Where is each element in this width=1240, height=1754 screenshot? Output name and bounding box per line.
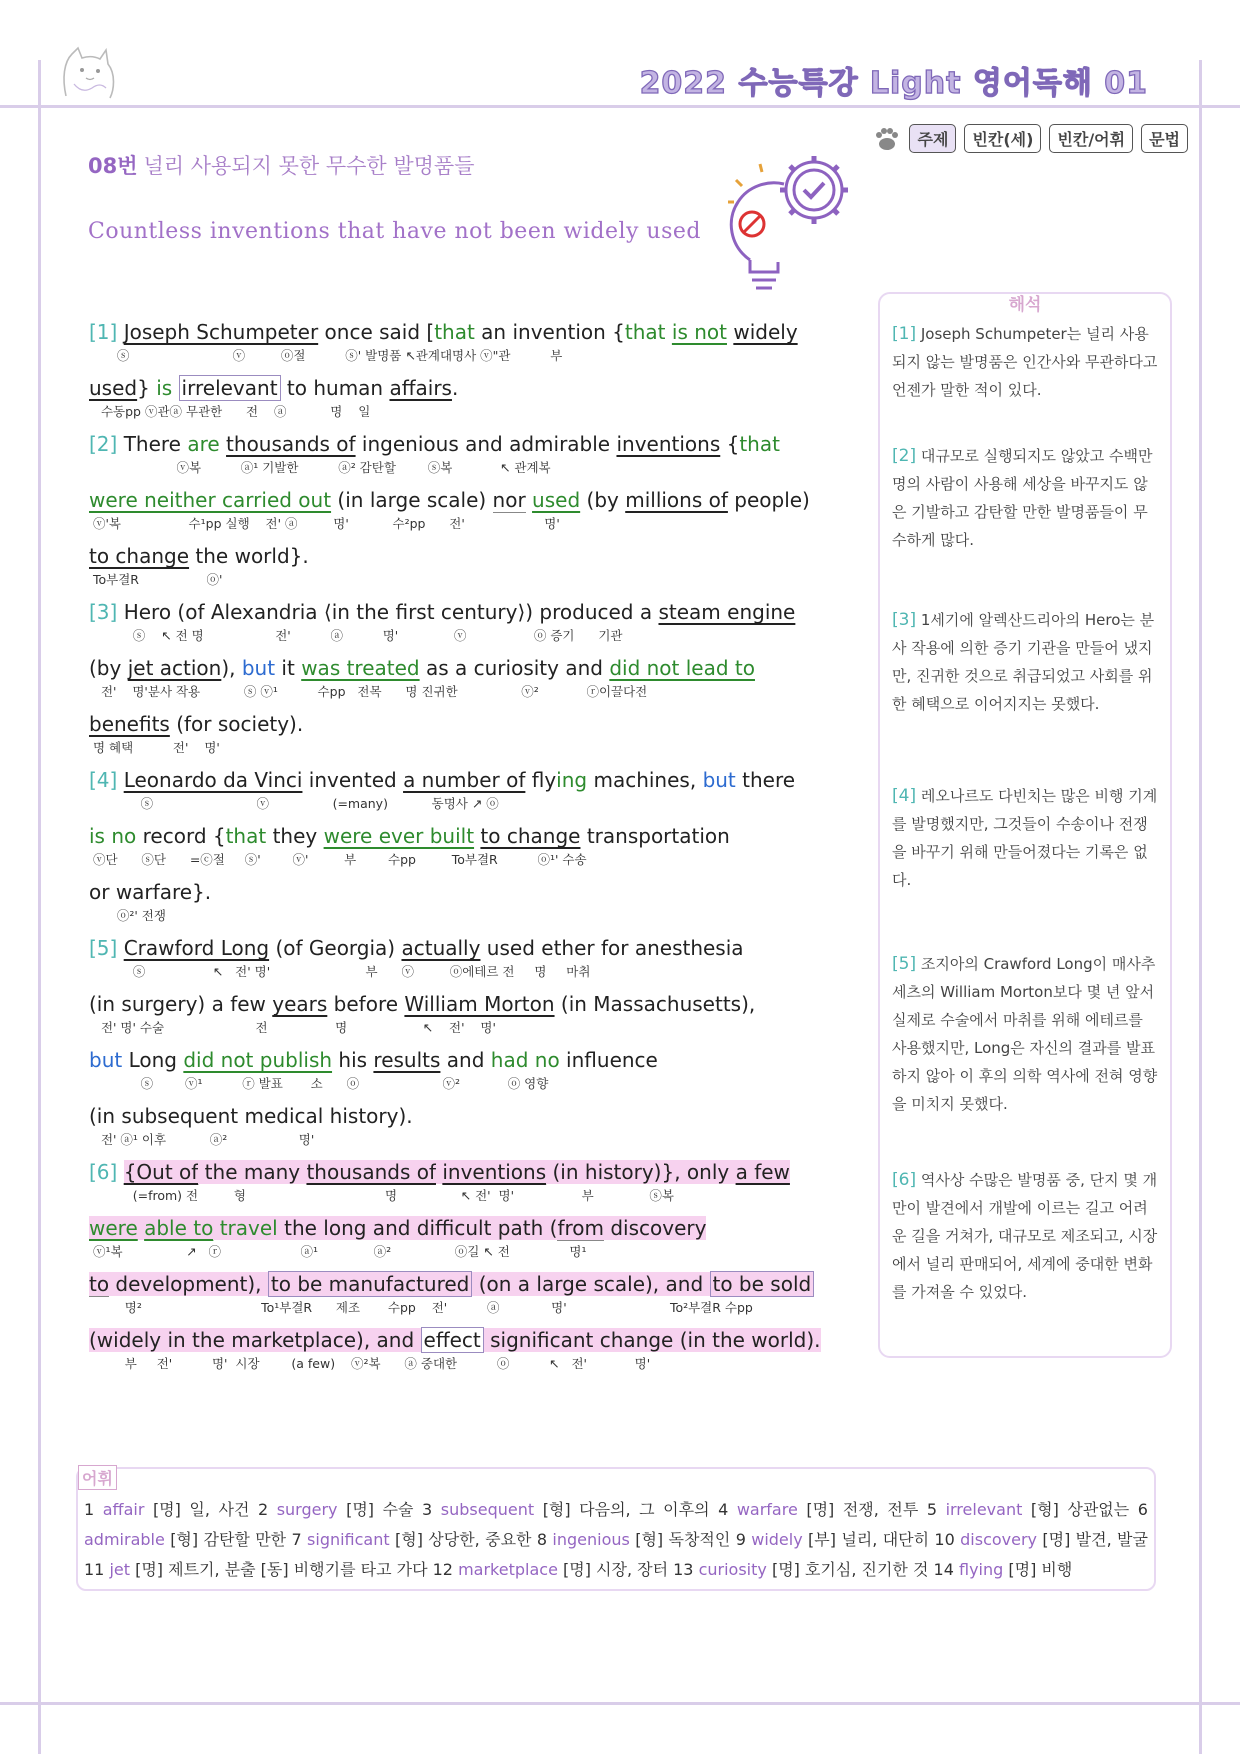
vocab-meaning: [명] 비행 <box>1008 1560 1073 1579</box>
vocab-word: warfare <box>736 1500 798 1519</box>
vocab-number: 1 <box>84 1500 95 1519</box>
page-header-title: 2022 수능특강 Light 영어독해 01 <box>639 66 1148 101</box>
passage-segment: is not <box>671 320 727 344</box>
vocab-word: surgery <box>276 1500 338 1519</box>
frame-top <box>0 105 1240 108</box>
sentence-number: [1] <box>89 320 124 344</box>
frame-left <box>38 60 41 1754</box>
vocab-word: curiosity <box>698 1560 767 1579</box>
passage-segment: to human <box>280 376 390 400</box>
passage-segment: an invention { <box>474 320 625 344</box>
passage-segment: steam engine <box>658 600 796 624</box>
passage-line <box>89 990 869 1018</box>
grammar-annotation-line: ⓞ²' 전쟁 <box>93 908 166 923</box>
passage-segment: or warfare}. <box>89 880 212 904</box>
vocab-number: 8 <box>536 1530 548 1549</box>
passage-segment: was treated <box>301 656 420 680</box>
passage-line <box>89 822 869 850</box>
passage-segment: that <box>434 320 475 344</box>
passage-segment: were ever built <box>323 824 475 848</box>
vocab-word: ingenious <box>552 1530 630 1549</box>
grammar-annotation-line: 전' 명' 수술 전 명 ↖ 전' 명' <box>93 1020 496 1035</box>
passage-segment: Crawford Long <box>123 936 270 960</box>
passage-segment: significant change (in the world). <box>483 1328 821 1352</box>
frame-right <box>1199 60 1202 1754</box>
passage-segment: influence <box>559 1048 658 1072</box>
paw-icon <box>873 126 901 152</box>
passage-segment: a few <box>735 1160 790 1184</box>
vocab-word: jet <box>109 1560 131 1579</box>
sentence-number: [3] <box>89 600 124 624</box>
korean-title-text: 널리 사용되지 못한 무수한 발명품들 <box>143 154 475 178</box>
passage-segment: no <box>111 824 137 848</box>
vocabulary-box <box>76 1467 1156 1591</box>
sentence-number: [4] <box>89 768 124 792</box>
translation-text: Joseph Schumpeter는 널리 사용되지 않는 발명품은 인간사와 무관하다고 언젠가 말한 적이 있다. <box>892 325 1158 399</box>
passage-segment: used ether for anesthesia <box>480 936 744 960</box>
translation-item <box>892 782 1158 894</box>
passage-segment: used <box>532 488 581 512</box>
passage-segment: nor <box>492 488 526 512</box>
passage-segment: there <box>735 768 796 792</box>
grammar-annotation-line: ⓢ ↖ 전 명 전' ⓐ 명' ⓥ ⓞ 증기 기관 <box>93 628 623 643</box>
passage-segment: and <box>440 1048 491 1072</box>
passage-segment: no <box>534 1048 560 1072</box>
grammar-annotation-line: 명² To¹부결R 제조 수pp 전' ⓐ 명' To²부결R 수pp <box>93 1300 753 1315</box>
grammar-annotation-line: ⓢ ↖ 전' 명' 부 ⓥ ⓞ에테르 전 명 마취 <box>93 964 591 979</box>
passage-segment: travel <box>219 1216 278 1240</box>
passage <box>89 318 869 1382</box>
vocab-meaning: [명] 발견, 발굴 <box>1042 1530 1148 1549</box>
translation-text: 대규모로 실행되지도 않았고 수백만 명의 사람이 사용해 세상을 바꾸지도 않은 기발하고 감탄할 만한 발명품들이 무수하게 많다. <box>892 447 1153 549</box>
passage-segment: affairs <box>389 376 452 400</box>
vocab-meaning: [형] 독창적인 <box>635 1530 731 1549</box>
vocab-meaning: [명] 시장, 장터 <box>563 1560 669 1579</box>
vocab-word: flying <box>958 1560 1004 1579</box>
passage-segment: thousands of <box>306 1160 436 1184</box>
passage-line <box>89 374 869 402</box>
passage-segment: from <box>557 1216 604 1240</box>
mascot-cat-icon <box>52 44 122 104</box>
translation-item <box>892 1166 1158 1306</box>
vocab-meaning: [명] 호기심, 진기한 것 <box>771 1560 929 1579</box>
vocab-number: 10 <box>934 1530 955 1549</box>
grammar-annotation-line: 전' ⓐ¹ 이후 ⓐ² 명' <box>93 1132 315 1147</box>
passage-segment: discovery <box>603 1216 707 1240</box>
passage-segment: inventions <box>616 432 721 456</box>
passage-line <box>89 1046 869 1074</box>
vocab-word: irrelevant <box>945 1500 1023 1519</box>
vocab-meaning: [명] 일, 사건 <box>152 1500 250 1519</box>
tab-topic[interactable]: 주제 <box>909 124 956 153</box>
lightbulb-gear-icon <box>720 150 870 298</box>
passage-segment: {Out of <box>123 1160 199 1184</box>
passage-segment: (in Massachusetts), <box>554 992 756 1016</box>
grammar-annotation-line: ⓢ ⓥ¹ ⓡ 발표 소 ⓞ ⓥ² ⓞ 영향 <box>93 1076 549 1091</box>
passage-segment: transportation <box>580 824 730 848</box>
translation-number: [5] <box>892 954 917 974</box>
passage-segment: before <box>327 992 405 1016</box>
passage-segment: } <box>137 376 157 400</box>
passage-segment: machines, <box>587 768 703 792</box>
passage-segment: benefits <box>89 712 170 736</box>
passage-segment: had <box>490 1048 529 1072</box>
vocab-word: marketplace <box>458 1560 558 1579</box>
frame-bottom <box>0 1702 1240 1705</box>
passage-segment: but <box>89 1048 123 1072</box>
section-tabs <box>873 124 1188 153</box>
passage-segment: inventions <box>442 1160 547 1184</box>
passage-segment: (by <box>89 656 128 680</box>
vocab-word: affair <box>102 1500 145 1519</box>
translation-item <box>892 950 1158 1118</box>
vocab-number: 4 <box>718 1500 729 1519</box>
vocab-word: widely <box>751 1530 803 1549</box>
passage-segment: did not lead to <box>609 656 755 680</box>
passage-line <box>89 1158 869 1186</box>
passage-segment: that <box>225 824 267 848</box>
question-number: 08번 <box>88 154 138 178</box>
vocab-meaning: [형] 감탄할 만한 <box>170 1530 287 1549</box>
passage-segment: able to <box>144 1216 214 1240</box>
vocab-number: 6 <box>1137 1500 1148 1519</box>
translation-number: [3] <box>892 610 917 630</box>
vocabulary-list <box>84 1495 1148 1585</box>
passage-segment: irrelevant <box>179 375 281 401</box>
english-title: Countless inventions that have not been widely used <box>88 219 701 244</box>
passage-segment: (in history)}, only <box>546 1160 736 1184</box>
passage-segment: . <box>451 376 459 400</box>
passage-segment: (in subsequent medical history). <box>89 1104 413 1128</box>
passage-segment: is <box>156 376 173 400</box>
passage-segment: (on a large scale), and <box>472 1272 710 1296</box>
passage-segment: jet action <box>127 656 222 680</box>
passage-segment: the world}. <box>189 544 309 568</box>
passage-line <box>89 542 869 570</box>
vocab-meaning: [부] 널리, 대단히 <box>808 1530 930 1549</box>
passage-segment: were neither carried out <box>89 488 332 512</box>
grammar-annotation-line: (=from) 전 형 명 ↖ 전' 명' 부 ⓢ복 <box>93 1188 674 1203</box>
passage-segment: the long and difficult path ( <box>277 1216 558 1240</box>
grammar-annotation-line: ⓢ ⓥ ⓞ절 ⓢ' 발명품 ↖관계대명사 ⓥ"관 부 <box>93 348 563 363</box>
passage-line <box>89 934 869 962</box>
vocab-number: 3 <box>422 1500 433 1519</box>
grammar-annotation-line: ⓢ ⓥ (=many) 동명사 ↗ ⓞ <box>93 796 499 811</box>
passage-segment <box>213 1216 219 1240</box>
passage-segment: (for society). <box>169 712 304 736</box>
vocab-meaning: [명] 전쟁, 전투 <box>806 1500 919 1519</box>
passage-line <box>89 766 869 794</box>
sentence-number: [2] <box>89 432 124 456</box>
passage-segment: (widely in the marketplace), and <box>89 1328 421 1352</box>
translation-item <box>892 606 1158 718</box>
passage-segment: Hero (of Alexandria ⟨in the first century⟩) produced a <box>123 600 659 624</box>
passage-line <box>89 710 869 738</box>
vocab-number: 13 <box>673 1560 694 1579</box>
passage-line <box>89 430 869 458</box>
passage-segment: that <box>624 320 666 344</box>
passage-segment: effect <box>421 1327 484 1353</box>
translation-item <box>892 442 1158 554</box>
vocab-word: admirable <box>84 1530 165 1549</box>
vocab-word: subsequent <box>440 1500 535 1519</box>
translation-text: 레오나르도 다빈치는 많은 비행 기계를 발명했지만, 그것들이 수송이나 전쟁을 바꾸기 위해 만들어졌다는 기록은 없다. <box>892 787 1158 889</box>
passage-line <box>89 1270 869 1298</box>
passage-segment <box>172 376 178 400</box>
tab-blank-vocab[interactable]: 빈칸/어휘 <box>1049 124 1133 153</box>
passage-segment: ingenious and admirable <box>355 432 617 456</box>
passage-line <box>89 878 869 906</box>
passage-segment: a number of <box>403 768 526 792</box>
tab-grammar[interactable]: 문법 <box>1141 124 1188 153</box>
vocab-meaning: [명] 수술 <box>346 1500 414 1519</box>
grammar-annotation-line: 전' 명'분사 작용 ⓢ ⓥ¹ 수pp 전목 명 진귀한 ⓥ² ⓡ이끌다전 <box>93 684 648 699</box>
translation-item <box>892 320 1158 404</box>
passage-segment: to change <box>89 544 190 568</box>
passage-segment: ing <box>556 768 588 792</box>
passage-segment: Leonardo da Vinci <box>123 768 303 792</box>
translation-text: 역사상 수많은 발명품 중, 단지 몇 개만이 발견에서 개발에 이르는 길고 어려운 길을 거쳐가, 대규모로 제조되고, 시장에서 널리 판매되어, 세계에 중대한 변화를 가져올 수 있었다. <box>892 1171 1158 1301</box>
passage-segment: that <box>739 432 780 456</box>
passage-segment: used <box>89 376 138 400</box>
passage-segment: to <box>89 1272 110 1296</box>
passage-line <box>89 318 869 346</box>
vocab-word: discovery <box>960 1530 1038 1549</box>
passage-segment: { <box>720 432 740 456</box>
grammar-annotation-line: 수동pp ⓥ관ⓐ 무관한 전 ⓐ 명 일 <box>93 404 371 419</box>
passage-segment: thousands of <box>226 432 356 456</box>
passage-segment: did not publish <box>183 1048 333 1072</box>
passage-segment: the many <box>198 1160 307 1184</box>
vocab-meaning: [형] 상당한, 중요한 <box>395 1530 532 1549</box>
vocab-number: 12 <box>432 1560 453 1579</box>
sentence-number: [6] <box>89 1160 124 1184</box>
vocabulary-label: 어휘 <box>78 1465 117 1490</box>
passage-line <box>89 1102 869 1130</box>
passage-segment: are <box>187 432 220 456</box>
vocab-number: 14 <box>933 1560 954 1579</box>
passage-line <box>89 1214 869 1242</box>
passage-segment: development), <box>109 1272 268 1296</box>
passage-segment: fly <box>525 768 557 792</box>
passage-segment: widely <box>733 320 798 344</box>
sentence-number: [5] <box>89 936 124 960</box>
translation-number: [1] <box>892 324 917 344</box>
passage-segment: they <box>266 824 324 848</box>
passage-segment: invented <box>302 768 404 792</box>
passage-segment: but <box>702 768 736 792</box>
passage-segment: to change <box>480 824 581 848</box>
passage-segment: were <box>89 1216 138 1240</box>
vocab-number: 2 <box>257 1500 269 1519</box>
korean-title <box>88 150 475 180</box>
passage-segment: millions of <box>625 488 728 512</box>
translation-number: [4] <box>892 786 917 806</box>
passage-segment: (by <box>580 488 626 512</box>
grammar-annotation-line: 명 혜택 전' 명' <box>93 740 220 755</box>
passage-segment: it <box>275 656 302 680</box>
passage-segment: to be manufactured <box>268 1271 472 1297</box>
grammar-annotation-line: ⓥ복 ⓐ¹ 기발한 ⓐ² 감탄할 ⓢ복 ↖ 관계복 <box>93 460 551 475</box>
vocab-meaning: [형] 상관없는 <box>1030 1500 1130 1519</box>
passage-line <box>89 598 869 626</box>
vocab-meaning: [형] 다음의, 그 이후의 <box>542 1500 710 1519</box>
tab-blank-3[interactable]: 빈칸(세) <box>964 124 1041 153</box>
translation-number: [6] <box>892 1170 917 1190</box>
passage-segment: William Morton <box>404 992 555 1016</box>
passage-segment: to be sold <box>710 1271 815 1297</box>
passage-segment: but <box>241 656 276 680</box>
passage-line <box>89 486 869 514</box>
passage-segment: record { <box>136 824 226 848</box>
vocab-number: 7 <box>291 1530 302 1549</box>
passage-line <box>89 1326 869 1354</box>
passage-segment: as a curiosity and <box>419 656 610 680</box>
vocab-number: 9 <box>735 1530 746 1549</box>
passage-segment: ), <box>221 656 242 680</box>
passage-segment: people) <box>727 488 810 512</box>
passage-segment: (of Georgia) <box>269 936 402 960</box>
grammar-annotation-line: To부결R ⓞ' <box>93 572 223 587</box>
grammar-annotation-line: ⓥ단 ⓢ단 =ⓒ절 ⓢ' ⓥ' 부 수pp To부결R ⓞ¹' 수송 <box>93 852 587 867</box>
translation-title: 해석 <box>1008 295 1042 315</box>
passage-segment: once said [ <box>318 320 435 344</box>
grammar-annotation-line: ⓥ'복 수¹pp 실행 전' ⓐ 명' 수²pp 전' 명' <box>93 516 560 531</box>
translation-text: 1세기에 알렉산드리아의 Hero는 분사 작용에 의한 증기 기관을 만들어 냈지만, 진귀한 것으로 취급되었고 사회를 위한 혜택으로 이어지지는 못했다. <box>892 611 1155 713</box>
passage-segment: his <box>332 1048 374 1072</box>
passage-segment: actually <box>401 936 481 960</box>
passage-segment: years <box>272 992 328 1016</box>
passage-segment: is <box>89 824 105 848</box>
vocab-word: significant <box>307 1530 390 1549</box>
passage-line <box>89 654 869 682</box>
vocab-number: 11 <box>84 1560 105 1579</box>
passage-segment: There <box>123 432 188 456</box>
passage-segment: (in surgery) a few <box>89 992 273 1016</box>
passage-segment: results <box>373 1048 441 1072</box>
translation-text: 조지아의 Crawford Long이 매사추세츠의 William Morton보다 몇 년 앞서 실제로 수술에서 마취를 위해 에테르를 사용했지만, Long은 자신의 결과를 발표하지 않아 이 후의 의학 역사에 전혀 영향을 미치지 못했다. <box>892 955 1158 1113</box>
passage-segment: Long <box>122 1048 184 1072</box>
passage-segment: Joseph Schumpeter <box>123 320 319 344</box>
grammar-annotation-line: 부 전' 명' 시장 (a few) ⓥ²복 ⓐ 중대한 ⓞ ↖ 전' 명' <box>93 1356 651 1371</box>
vocab-number: 5 <box>926 1500 938 1519</box>
translation-panel <box>878 292 1172 1358</box>
grammar-annotation-line: ⓥ¹복 ↗ ⓡ ⓐ¹ ⓐ² ⓞ길 ↖ 전 명¹ <box>93 1244 587 1259</box>
vocab-meaning: [명] 제트기, 분출 [동] 비행기를 타고 가다 <box>135 1560 428 1579</box>
translation-number: [2] <box>892 446 917 466</box>
passage-segment: (in large scale) <box>331 488 493 512</box>
